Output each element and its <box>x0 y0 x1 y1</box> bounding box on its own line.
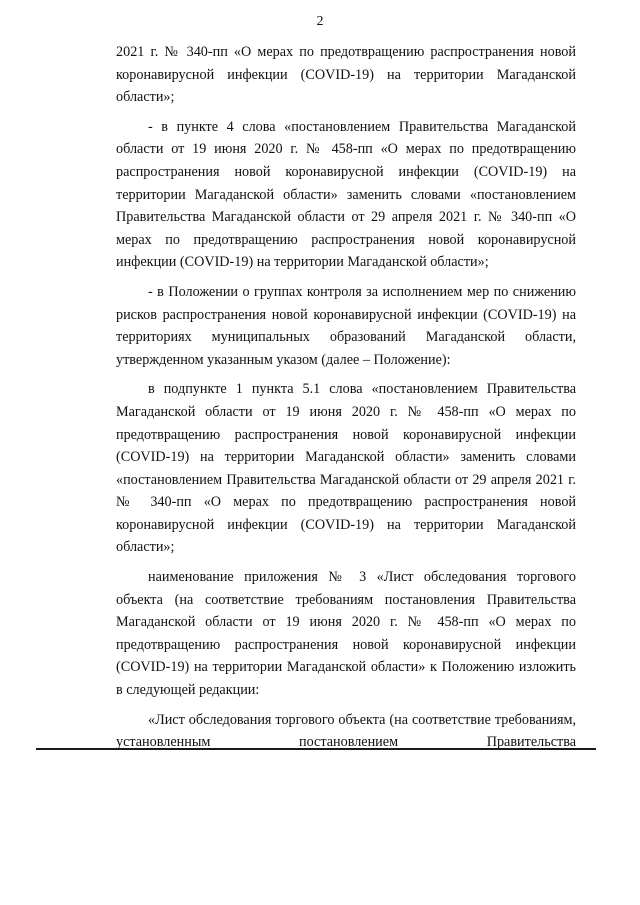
paragraph-control-groups-regulation: - в Положении о группах контроля за исполнением мер по снижению рисков распространения новой коронавирусной инфекции (COVID-19) на территориях муниципальных образований Магаданской области, утвержденном указанным указом (далее – Положение): <box>116 283 576 368</box>
footer-divider <box>36 748 596 750</box>
paragraph-continuation: 2021 г. № 340-пп «О мерах по предотвращению распространения новой коронавирусной инфекции (COVID-19) на территории Магаданской области»; <box>116 44 576 106</box>
paragraph-item-4-replacement: - в пункте 4 слова «постановлением Правительства Магаданской области от 19 июня 2020 г. № 458-пп «О мерах по предотвращению распространения новой коронавирусной инфекции (COVID-19) на территории Магаданской области» заменить словами «постановлением Правительства Магаданской области от 29 апреля 2021 г. № 340-пп «О мерах по предотвращению распространения новой коронавирусной инфекции (COVID-19) на территории Магаданской области»; <box>116 118 576 271</box>
paragraph-inspection-sheet-title: «Лист обследования торгового объекта (на соответствие требованиям, установленным постановлением Правительства <box>116 711 576 751</box>
document-body <box>116 41 576 754</box>
page-number: 2 <box>316 14 324 29</box>
paragraph-subitem-5-1: в подпункте 1 пункта 5.1 слова «постановлением Правительства Магаданской области от 19 июня 2020 г. № 458-пп «О мерах по предотвращению распространения новой коронавирусной инфекции (COVID-19) на территории Магаданской области» заменить словами «постановлением Правительства Магаданской области от 29 апреля 2021 г. № 340-пп «О мерах по предотвращению распространения новой коронавирусной инфекции (COVID-19) на территории Магаданской области»; <box>116 381 576 556</box>
paragraph-appendix-3-title: наименование приложения № 3 «Лист обследования торгового объекта (на соответствие требованиям постановления Правительства Магаданской области от 19 июня 2020 г. № 458-пп «О мерах по предотвращению распространения новой коронавирусной инфекции (COVID-19) на территории Магаданской области» к Положению изложить в следующей редакции: <box>116 569 576 699</box>
